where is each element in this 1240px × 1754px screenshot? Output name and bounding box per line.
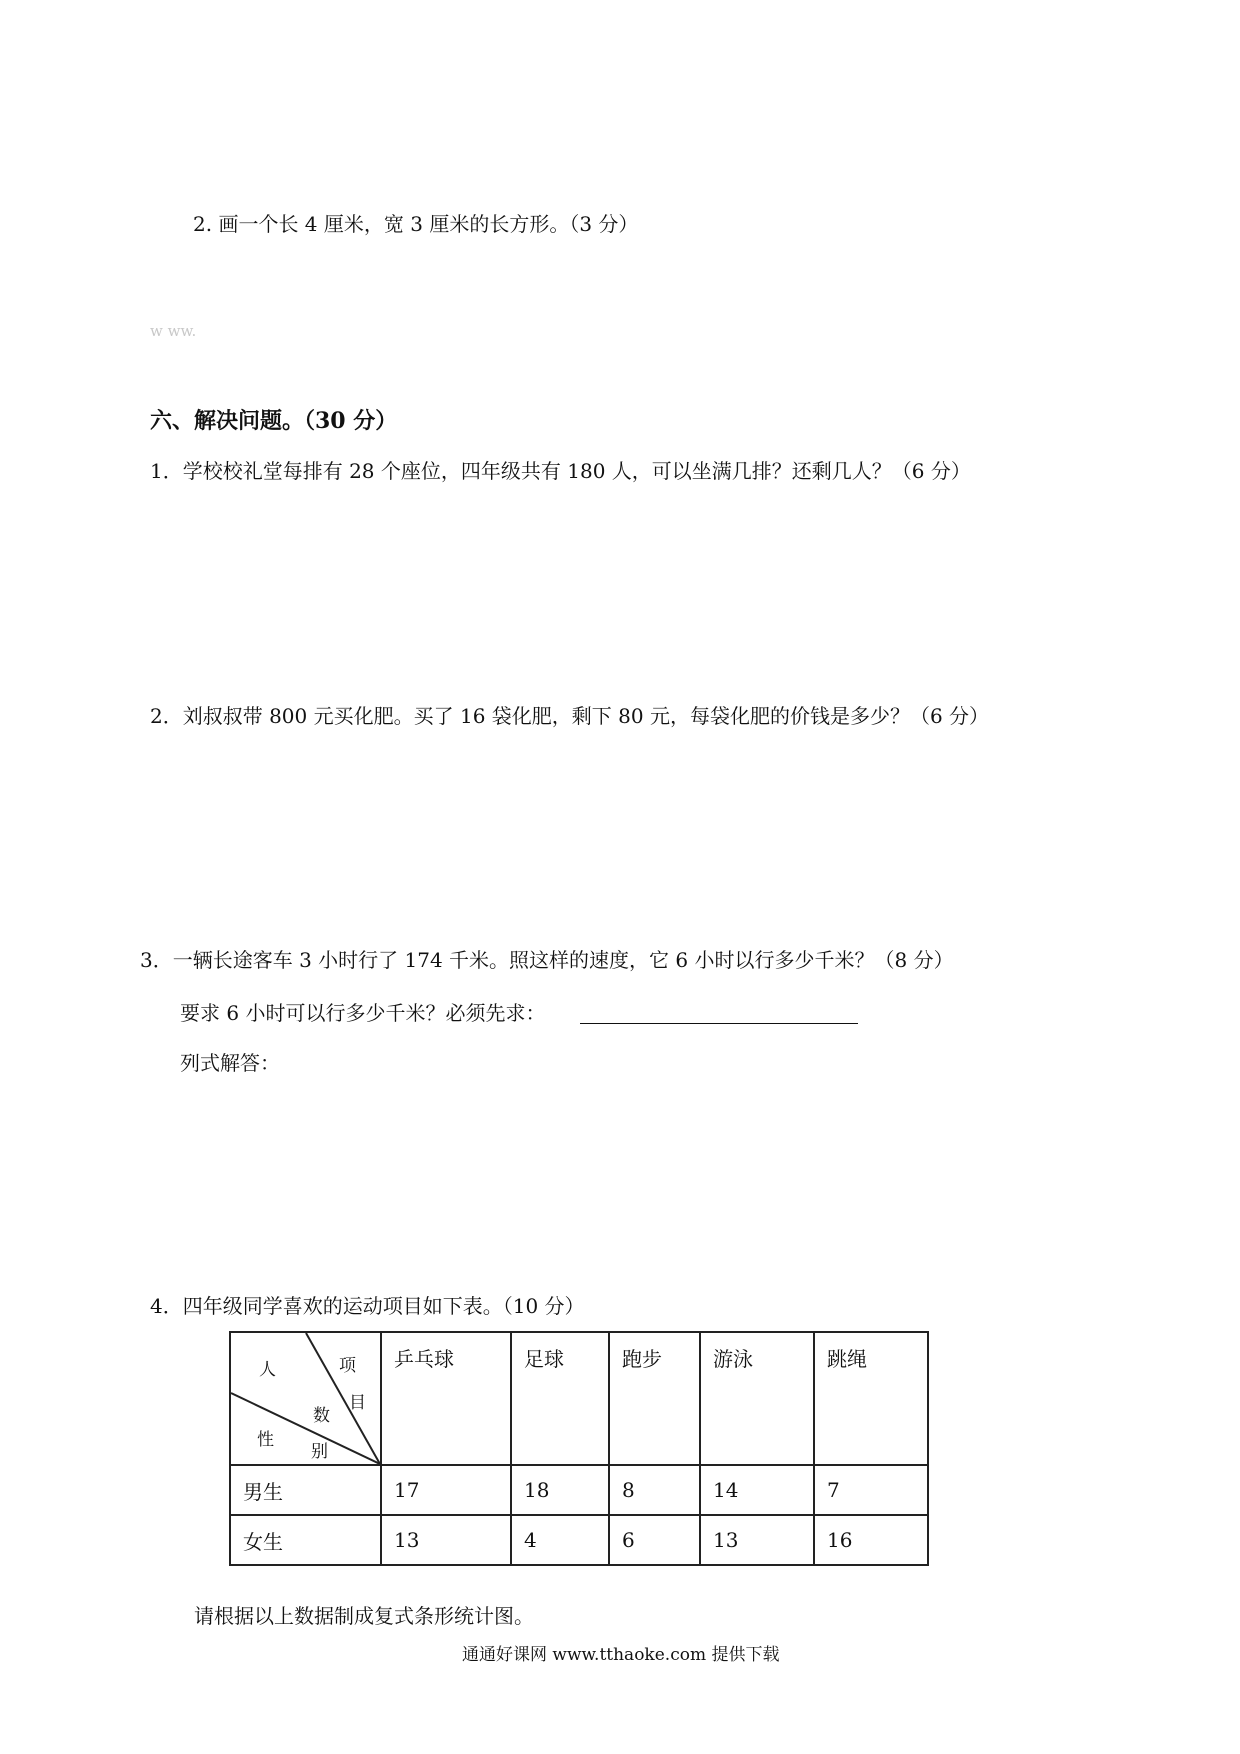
table-cell: 4 (511, 1515, 609, 1565)
sports-table (229, 1331, 929, 1566)
column-header: 游泳 (700, 1332, 814, 1465)
corner-label-ren: 人 (259, 1360, 276, 1380)
question-4-note: 请根据以上数据制成复式条形统计图。 (194, 1604, 534, 1628)
corner-label-mu: 目 (349, 1393, 366, 1413)
table-corner-cell (230, 1332, 381, 1465)
question-3-sub-1: 要求 6 小时可以行多少千米？必须先求： (180, 1001, 546, 1025)
page-footer: 通通好课网 www.tthaoke.com 提供下载 (462, 1645, 780, 1665)
table-cell: 17 (381, 1465, 511, 1515)
column-header: 跑步 (609, 1332, 700, 1465)
watermark-text: w ww. (150, 322, 197, 340)
question-1: 1．学校校礼堂每排有 28 个座位，四年级共有 180 人，可以坐满几排？还剩几人？（6 分） (150, 459, 971, 483)
row-label: 男生 (230, 1465, 381, 1515)
column-header: 跳绳 (814, 1332, 928, 1465)
corner-label-xing: 性 (257, 1430, 274, 1450)
section-heading: 六、解决问题。（30 分） (150, 408, 398, 434)
question-2: 2．刘叔叔带 800 元买化肥。买了 16 袋化肥，剩下 80 元，每袋化肥的价钱是多少？（6 分） (150, 704, 990, 728)
table-cell: 8 (609, 1465, 700, 1515)
question-draw-rectangle: 2. 画一个长 4 厘米，宽 3 厘米的长方形。（3 分） (193, 212, 639, 236)
question-3-sub-2: 列式解答： (180, 1051, 280, 1075)
corner-label-bie: 别 (311, 1442, 328, 1462)
column-header: 乒乓球 (381, 1332, 511, 1465)
corner-label-shu: 数 (313, 1406, 330, 1426)
table-cell: 18 (511, 1465, 609, 1515)
table-row (230, 1515, 928, 1565)
row-label: 女生 (230, 1515, 381, 1565)
table-cell: 13 (700, 1515, 814, 1565)
corner-label-xiang: 项 (339, 1356, 356, 1376)
answer-blank-line[interactable] (580, 1023, 858, 1024)
question-4: 4．四年级同学喜欢的运动项目如下表。（10 分） (150, 1294, 585, 1318)
table-header-row (230, 1332, 928, 1465)
column-header: 足球 (511, 1332, 609, 1465)
table-cell: 16 (814, 1515, 928, 1565)
question-3: 3．一辆长途客车 3 小时行了 174 千米。照这样的速度，它 6 小时以行多少千米？（8 分） (140, 948, 954, 972)
table-cell: 7 (814, 1465, 928, 1515)
table-cell: 14 (700, 1465, 814, 1515)
table-cell: 6 (609, 1515, 700, 1565)
table-row (230, 1465, 928, 1515)
table-cell: 13 (381, 1515, 511, 1565)
